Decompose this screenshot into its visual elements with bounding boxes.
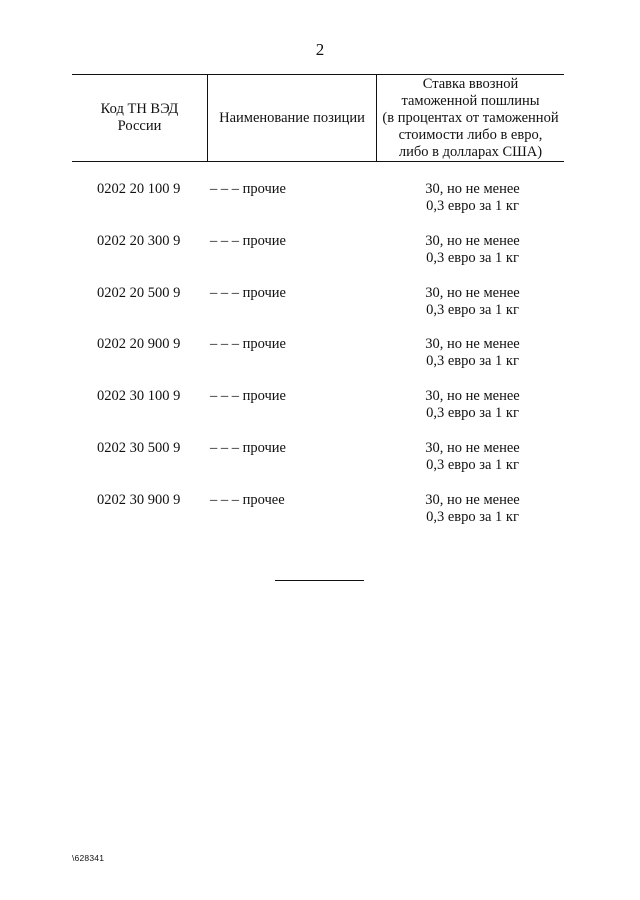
tariff-code: 0202 30 100 9 <box>97 388 181 405</box>
duty-rate-line2: 0,3 евро за 1 кг <box>426 198 519 214</box>
header-name-label: Наименование позиции <box>219 109 365 126</box>
header-rate-label: Ставка ввозной таможенной пошлины (в процентах от таможенной стоимости либо в евро, либо в долларах США) <box>382 75 559 160</box>
position-name: – – – прочие <box>210 336 286 353</box>
table-row <box>0 285 640 337</box>
duty-rate <box>385 388 560 422</box>
tariff-code: 0202 30 900 9 <box>97 491 181 508</box>
duty-rate <box>385 285 560 319</box>
duty-rate <box>385 181 560 215</box>
page-number: 2 <box>315 40 325 59</box>
duty-rate-line2: 0,3 евро за 1 кг <box>426 249 519 266</box>
table-row <box>0 181 640 233</box>
position-name: – – – прочие <box>210 388 286 405</box>
duty-rate-line1: 30, но не менее <box>425 232 520 249</box>
table-row <box>0 233 640 285</box>
end-rule <box>275 580 364 581</box>
position-name: – – – прочие <box>210 284 286 301</box>
position-name: – – – прочие <box>210 232 286 249</box>
tariff-code: 0202 20 300 9 <box>97 232 181 249</box>
duty-rate-line2: 0,3 евро за 1 кг <box>426 508 519 525</box>
duty-rate <box>385 492 560 526</box>
tariff-code: 0202 30 500 9 <box>97 439 181 456</box>
header-code-label: Код ТН ВЭД России <box>100 101 179 134</box>
table-row <box>0 492 640 544</box>
duty-rate-line1: 30, но не менее <box>425 388 520 405</box>
header-rate-cell <box>377 75 564 161</box>
position-name: – – – прочие <box>210 181 286 197</box>
table-row <box>0 336 640 388</box>
duty-rate-line2: 0,3 евро за 1 кг <box>426 301 519 318</box>
duty-rate-line1: 30, но не менее <box>425 439 520 456</box>
table-row <box>0 440 640 492</box>
table-header <box>72 74 564 162</box>
duty-rate-line1: 30, но не менее <box>425 284 520 301</box>
header-name-cell <box>207 75 377 161</box>
position-name: – – – прочие <box>210 439 286 456</box>
document-id: \628341 <box>72 853 105 863</box>
duty-rate <box>385 233 560 267</box>
table-body <box>0 181 640 544</box>
duty-rate <box>385 336 560 370</box>
duty-rate-line1: 30, но не менее <box>425 491 520 508</box>
duty-rate-line1: 30, но не менее <box>425 336 520 353</box>
tariff-code: 0202 20 900 9 <box>97 336 181 353</box>
position-name: – – – прочее <box>210 491 285 508</box>
duty-rate-line1: 30, но не менее <box>425 181 520 197</box>
tariff-code: 0202 20 500 9 <box>97 284 181 301</box>
duty-rate <box>385 440 560 474</box>
duty-rate-line2: 0,3 евро за 1 кг <box>426 456 519 473</box>
tariff-code: 0202 20 100 9 <box>97 181 181 197</box>
duty-rate-line2: 0,3 евро за 1 кг <box>426 405 519 422</box>
duty-rate-line2: 0,3 евро за 1 кг <box>426 353 519 370</box>
table-row <box>0 388 640 440</box>
header-code-cell <box>72 75 207 161</box>
